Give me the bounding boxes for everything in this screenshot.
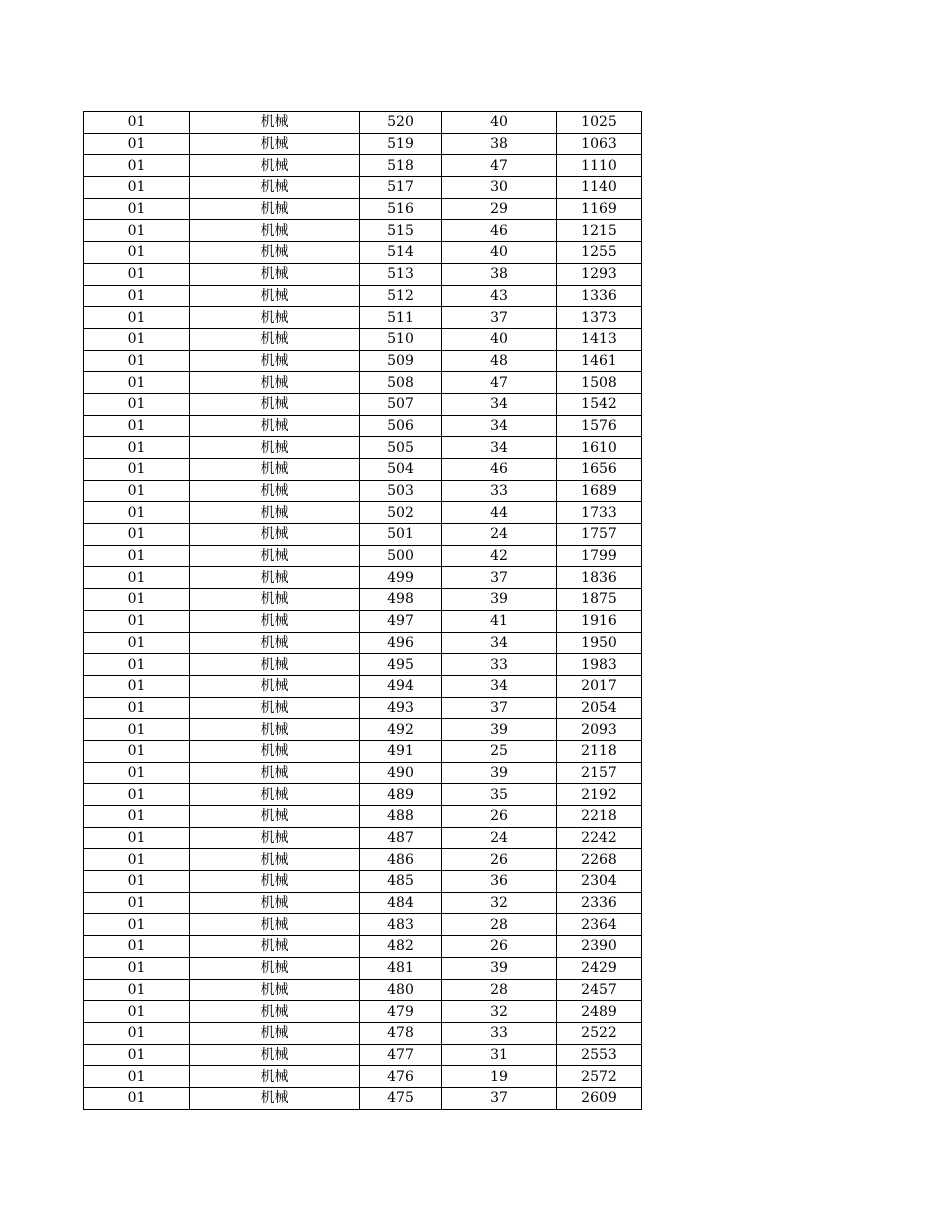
- table-row: [84, 459, 642, 481]
- category-cell: 机械: [190, 827, 360, 849]
- score-cell: 478: [360, 1022, 442, 1044]
- score-cell: 482: [360, 936, 442, 958]
- code-cell: 01: [84, 198, 190, 220]
- category-cell: 机械: [190, 914, 360, 936]
- table-row: [84, 545, 642, 567]
- table-row: [84, 784, 642, 806]
- score-cell: 498: [360, 589, 442, 611]
- cumulative-cell: 2390: [557, 936, 642, 958]
- cumulative-cell: 1461: [557, 350, 642, 372]
- table-row: [84, 827, 642, 849]
- code-cell: 01: [84, 112, 190, 134]
- table-row: [84, 524, 642, 546]
- score-cell: 511: [360, 307, 442, 329]
- code-cell: 01: [84, 155, 190, 177]
- score-cell: 495: [360, 654, 442, 676]
- table-row: [84, 1066, 642, 1088]
- cumulative-cell: 2553: [557, 1044, 642, 1066]
- count-cell: 31: [442, 1044, 557, 1066]
- cumulative-cell: 2268: [557, 849, 642, 871]
- count-cell: 34: [442, 437, 557, 459]
- table-row: [84, 220, 642, 242]
- count-cell: 41: [442, 610, 557, 632]
- cumulative-cell: 2218: [557, 806, 642, 828]
- code-cell: 01: [84, 675, 190, 697]
- table-row: [84, 719, 642, 741]
- code-cell: 01: [84, 328, 190, 350]
- category-cell: 机械: [190, 1066, 360, 1088]
- score-cell: 509: [360, 350, 442, 372]
- count-cell: 37: [442, 567, 557, 589]
- table-body: [84, 112, 642, 1110]
- table-row: [84, 632, 642, 654]
- category-cell: 机械: [190, 415, 360, 437]
- cumulative-cell: 2364: [557, 914, 642, 936]
- cumulative-cell: 1656: [557, 459, 642, 481]
- code-cell: 01: [84, 610, 190, 632]
- score-cell: 492: [360, 719, 442, 741]
- code-cell: 01: [84, 979, 190, 1001]
- cumulative-cell: 1916: [557, 610, 642, 632]
- code-cell: 01: [84, 892, 190, 914]
- code-cell: 01: [84, 285, 190, 307]
- table-row: [84, 1087, 642, 1109]
- cumulative-cell: 2304: [557, 871, 642, 893]
- count-cell: 48: [442, 350, 557, 372]
- count-cell: 39: [442, 957, 557, 979]
- table-row: [84, 871, 642, 893]
- code-cell: 01: [84, 719, 190, 741]
- count-cell: 40: [442, 242, 557, 264]
- score-cell: 494: [360, 675, 442, 697]
- cumulative-cell: 2157: [557, 762, 642, 784]
- category-cell: 机械: [190, 480, 360, 502]
- table-row: [84, 393, 642, 415]
- category-cell: 机械: [190, 155, 360, 177]
- table-row: [84, 112, 642, 134]
- category-cell: 机械: [190, 372, 360, 394]
- code-cell: 01: [84, 502, 190, 524]
- count-cell: 43: [442, 285, 557, 307]
- cumulative-cell: 2429: [557, 957, 642, 979]
- cumulative-cell: 2093: [557, 719, 642, 741]
- score-cell: 519: [360, 133, 442, 155]
- table-row: [84, 415, 642, 437]
- code-cell: 01: [84, 762, 190, 784]
- code-cell: 01: [84, 632, 190, 654]
- category-cell: 机械: [190, 545, 360, 567]
- count-cell: 38: [442, 263, 557, 285]
- count-cell: 34: [442, 393, 557, 415]
- category-cell: 机械: [190, 437, 360, 459]
- count-cell: 34: [442, 675, 557, 697]
- category-cell: 机械: [190, 524, 360, 546]
- count-cell: 26: [442, 806, 557, 828]
- category-cell: 机械: [190, 177, 360, 199]
- score-cell: 475: [360, 1087, 442, 1109]
- cumulative-cell: 1610: [557, 437, 642, 459]
- table-row: [84, 567, 642, 589]
- cumulative-cell: 2522: [557, 1022, 642, 1044]
- cumulative-cell: 1799: [557, 545, 642, 567]
- category-cell: 机械: [190, 610, 360, 632]
- count-cell: 33: [442, 480, 557, 502]
- category-cell: 机械: [190, 459, 360, 481]
- cumulative-cell: 1508: [557, 372, 642, 394]
- code-cell: 01: [84, 350, 190, 372]
- count-cell: 47: [442, 372, 557, 394]
- category-cell: 机械: [190, 350, 360, 372]
- code-cell: 01: [84, 459, 190, 481]
- score-cell: 520: [360, 112, 442, 134]
- table-row: [84, 502, 642, 524]
- code-cell: 01: [84, 1044, 190, 1066]
- code-cell: 01: [84, 740, 190, 762]
- cumulative-cell: 1140: [557, 177, 642, 199]
- category-cell: 机械: [190, 892, 360, 914]
- category-cell: 机械: [190, 263, 360, 285]
- code-cell: 01: [84, 1066, 190, 1088]
- cumulative-cell: 1063: [557, 133, 642, 155]
- table-row: [84, 133, 642, 155]
- score-cell: 501: [360, 524, 442, 546]
- category-cell: 机械: [190, 1022, 360, 1044]
- count-cell: 37: [442, 1087, 557, 1109]
- score-table: [83, 111, 642, 1110]
- table-row: [84, 242, 642, 264]
- cumulative-cell: 1542: [557, 393, 642, 415]
- cumulative-cell: 1757: [557, 524, 642, 546]
- count-cell: 26: [442, 936, 557, 958]
- table-row: [84, 263, 642, 285]
- count-cell: 36: [442, 871, 557, 893]
- cumulative-cell: 2192: [557, 784, 642, 806]
- code-cell: 01: [84, 871, 190, 893]
- score-cell: 508: [360, 372, 442, 394]
- table-row: [84, 610, 642, 632]
- cumulative-cell: 1293: [557, 263, 642, 285]
- cumulative-cell: 1025: [557, 112, 642, 134]
- score-cell: 516: [360, 198, 442, 220]
- cumulative-cell: 2572: [557, 1066, 642, 1088]
- code-cell: 01: [84, 242, 190, 264]
- count-cell: 28: [442, 914, 557, 936]
- code-cell: 01: [84, 654, 190, 676]
- score-cell: 480: [360, 979, 442, 1001]
- score-cell: 484: [360, 892, 442, 914]
- category-cell: 机械: [190, 957, 360, 979]
- table-row: [84, 589, 642, 611]
- cumulative-cell: 1576: [557, 415, 642, 437]
- category-cell: 机械: [190, 806, 360, 828]
- score-cell: 500: [360, 545, 442, 567]
- code-cell: 01: [84, 307, 190, 329]
- category-cell: 机械: [190, 632, 360, 654]
- cumulative-cell: 1110: [557, 155, 642, 177]
- category-cell: 机械: [190, 1001, 360, 1023]
- count-cell: 32: [442, 892, 557, 914]
- count-cell: 26: [442, 849, 557, 871]
- table-row: [84, 328, 642, 350]
- score-cell: 510: [360, 328, 442, 350]
- count-cell: 38: [442, 133, 557, 155]
- count-cell: 33: [442, 654, 557, 676]
- count-cell: 40: [442, 112, 557, 134]
- score-cell: 496: [360, 632, 442, 654]
- table-row: [84, 372, 642, 394]
- category-cell: 机械: [190, 979, 360, 1001]
- table-row: [84, 697, 642, 719]
- score-cell: 502: [360, 502, 442, 524]
- table-row: [84, 1001, 642, 1023]
- code-cell: 01: [84, 524, 190, 546]
- code-cell: 01: [84, 1022, 190, 1044]
- count-cell: 40: [442, 328, 557, 350]
- table-row: [84, 675, 642, 697]
- code-cell: 01: [84, 697, 190, 719]
- table-row: [84, 979, 642, 1001]
- table-row: [84, 285, 642, 307]
- score-cell: 483: [360, 914, 442, 936]
- count-cell: 44: [442, 502, 557, 524]
- code-cell: 01: [84, 437, 190, 459]
- category-cell: 机械: [190, 697, 360, 719]
- category-cell: 机械: [190, 220, 360, 242]
- score-cell: 512: [360, 285, 442, 307]
- code-cell: 01: [84, 220, 190, 242]
- table-row: [84, 480, 642, 502]
- score-cell: 514: [360, 242, 442, 264]
- code-cell: 01: [84, 589, 190, 611]
- score-cell: 493: [360, 697, 442, 719]
- count-cell: 24: [442, 827, 557, 849]
- count-cell: 39: [442, 589, 557, 611]
- cumulative-cell: 1169: [557, 198, 642, 220]
- count-cell: 33: [442, 1022, 557, 1044]
- cumulative-cell: 1836: [557, 567, 642, 589]
- code-cell: 01: [84, 1087, 190, 1109]
- count-cell: 39: [442, 762, 557, 784]
- cumulative-cell: 1875: [557, 589, 642, 611]
- count-cell: 42: [442, 545, 557, 567]
- count-cell: 30: [442, 177, 557, 199]
- table-row: [84, 654, 642, 676]
- category-cell: 机械: [190, 285, 360, 307]
- code-cell: 01: [84, 567, 190, 589]
- count-cell: 46: [442, 220, 557, 242]
- table-row: [84, 177, 642, 199]
- code-cell: 01: [84, 415, 190, 437]
- score-cell: 489: [360, 784, 442, 806]
- code-cell: 01: [84, 372, 190, 394]
- table-row: [84, 936, 642, 958]
- cumulative-cell: 1413: [557, 328, 642, 350]
- table-row: [84, 437, 642, 459]
- score-cell: 485: [360, 871, 442, 893]
- code-cell: 01: [84, 480, 190, 502]
- count-cell: 35: [442, 784, 557, 806]
- cumulative-cell: 2489: [557, 1001, 642, 1023]
- score-cell: 515: [360, 220, 442, 242]
- category-cell: 机械: [190, 328, 360, 350]
- score-cell: 499: [360, 567, 442, 589]
- count-cell: 46: [442, 459, 557, 481]
- code-cell: 01: [84, 177, 190, 199]
- code-cell: 01: [84, 393, 190, 415]
- table-row: [84, 957, 642, 979]
- code-cell: 01: [84, 957, 190, 979]
- category-cell: 机械: [190, 112, 360, 134]
- code-cell: 01: [84, 914, 190, 936]
- cumulative-cell: 1950: [557, 632, 642, 654]
- category-cell: 机械: [190, 762, 360, 784]
- cumulative-cell: 2457: [557, 979, 642, 1001]
- code-cell: 01: [84, 1001, 190, 1023]
- category-cell: 机械: [190, 654, 360, 676]
- category-cell: 机械: [190, 307, 360, 329]
- cumulative-cell: 2242: [557, 827, 642, 849]
- cumulative-cell: 1983: [557, 654, 642, 676]
- category-cell: 机械: [190, 242, 360, 264]
- table-row: [84, 307, 642, 329]
- score-cell: 507: [360, 393, 442, 415]
- category-cell: 机械: [190, 784, 360, 806]
- table-row: [84, 1044, 642, 1066]
- code-cell: 01: [84, 936, 190, 958]
- score-cell: 477: [360, 1044, 442, 1066]
- table-row: [84, 155, 642, 177]
- cumulative-cell: 1215: [557, 220, 642, 242]
- cumulative-cell: 2054: [557, 697, 642, 719]
- category-cell: 机械: [190, 567, 360, 589]
- cumulative-cell: 2336: [557, 892, 642, 914]
- code-cell: 01: [84, 133, 190, 155]
- code-cell: 01: [84, 784, 190, 806]
- count-cell: 24: [442, 524, 557, 546]
- score-cell: 517: [360, 177, 442, 199]
- count-cell: 29: [442, 198, 557, 220]
- table-row: [84, 350, 642, 372]
- category-cell: 机械: [190, 502, 360, 524]
- table-row: [84, 806, 642, 828]
- category-cell: 机械: [190, 1087, 360, 1109]
- count-cell: 37: [442, 307, 557, 329]
- score-cell: 481: [360, 957, 442, 979]
- count-cell: 19: [442, 1066, 557, 1088]
- score-cell: 479: [360, 1001, 442, 1023]
- score-cell: 486: [360, 849, 442, 871]
- table-row: [84, 198, 642, 220]
- table-row: [84, 892, 642, 914]
- code-cell: 01: [84, 263, 190, 285]
- score-cell: 506: [360, 415, 442, 437]
- code-cell: 01: [84, 849, 190, 871]
- category-cell: 机械: [190, 198, 360, 220]
- score-cell: 487: [360, 827, 442, 849]
- cumulative-cell: 2609: [557, 1087, 642, 1109]
- count-cell: 47: [442, 155, 557, 177]
- cumulative-cell: 1373: [557, 307, 642, 329]
- category-cell: 机械: [190, 1044, 360, 1066]
- category-cell: 机械: [190, 675, 360, 697]
- code-cell: 01: [84, 827, 190, 849]
- score-cell: 503: [360, 480, 442, 502]
- score-cell: 488: [360, 806, 442, 828]
- code-cell: 01: [84, 545, 190, 567]
- category-cell: 机械: [190, 849, 360, 871]
- score-cell: 497: [360, 610, 442, 632]
- score-cell: 513: [360, 263, 442, 285]
- cumulative-cell: 1336: [557, 285, 642, 307]
- cumulative-cell: 1733: [557, 502, 642, 524]
- category-cell: 机械: [190, 936, 360, 958]
- table-row: [84, 762, 642, 784]
- category-cell: 机械: [190, 719, 360, 741]
- table-row: [84, 1022, 642, 1044]
- category-cell: 机械: [190, 740, 360, 762]
- score-cell: 491: [360, 740, 442, 762]
- cumulative-cell: 2118: [557, 740, 642, 762]
- count-cell: 34: [442, 632, 557, 654]
- score-cell: 518: [360, 155, 442, 177]
- score-cell: 505: [360, 437, 442, 459]
- score-cell: 490: [360, 762, 442, 784]
- count-cell: 34: [442, 415, 557, 437]
- count-cell: 37: [442, 697, 557, 719]
- cumulative-cell: 2017: [557, 675, 642, 697]
- count-cell: 32: [442, 1001, 557, 1023]
- category-cell: 机械: [190, 133, 360, 155]
- table-row: [84, 914, 642, 936]
- cumulative-cell: 1255: [557, 242, 642, 264]
- category-cell: 机械: [190, 393, 360, 415]
- count-cell: 39: [442, 719, 557, 741]
- score-cell: 476: [360, 1066, 442, 1088]
- code-cell: 01: [84, 806, 190, 828]
- category-cell: 机械: [190, 871, 360, 893]
- cumulative-cell: 1689: [557, 480, 642, 502]
- category-cell: 机械: [190, 589, 360, 611]
- score-cell: 504: [360, 459, 442, 481]
- table-row: [84, 740, 642, 762]
- table-row: [84, 849, 642, 871]
- count-cell: 28: [442, 979, 557, 1001]
- count-cell: 25: [442, 740, 557, 762]
